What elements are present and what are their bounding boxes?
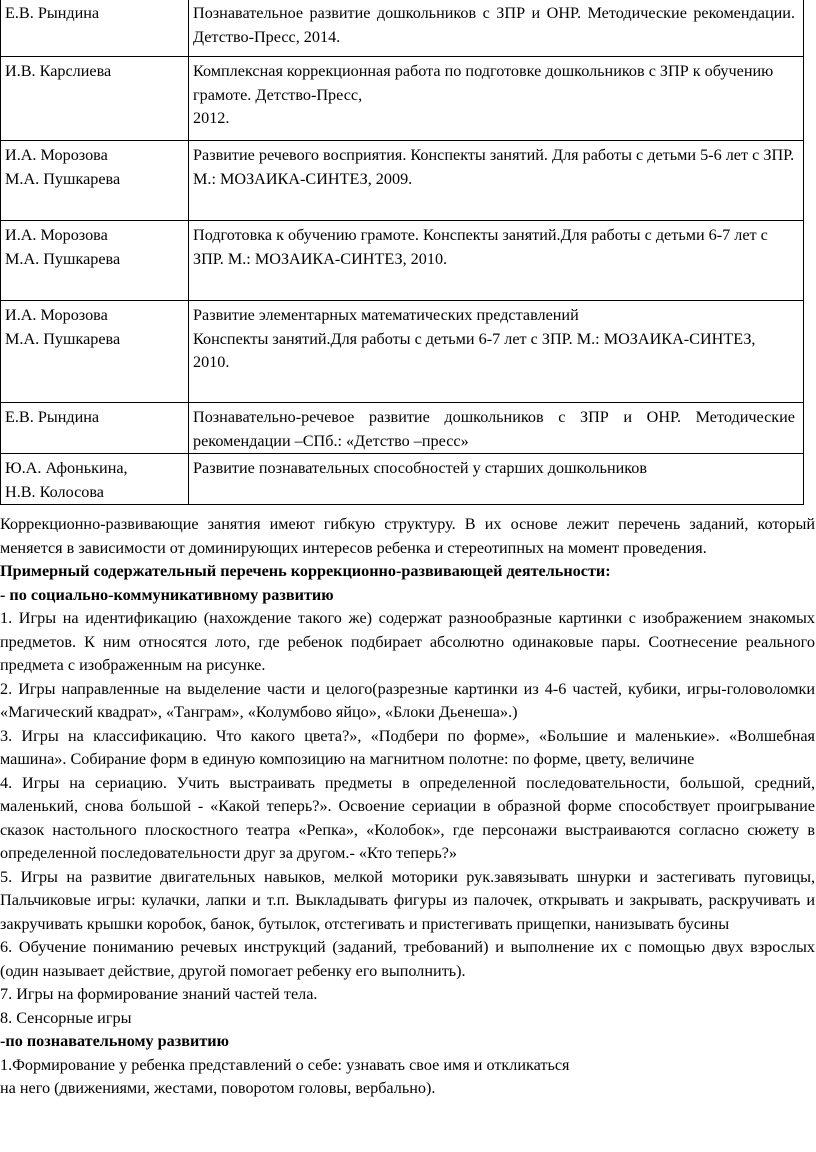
title-cell: Познавательно-речевое развитие дошкольников с ЗПР и ОНР. Методические рекомендации –СПб.: «Детство –пресс» xyxy=(189,403,804,454)
table-row xyxy=(1,221,804,301)
table-row xyxy=(1,454,804,505)
author-cell xyxy=(1,221,189,301)
author-name: Е.В. Рындина xyxy=(5,4,100,22)
author-name: И.А. Морозова xyxy=(5,306,108,324)
author-name: Е.В. Рындина xyxy=(5,408,100,426)
author-cell xyxy=(1,57,189,141)
title-cell xyxy=(189,301,804,403)
author-name: И.А. Морозова xyxy=(5,146,108,164)
author-name: М.А. Пушкарева xyxy=(5,329,121,348)
author-cell xyxy=(1,403,189,454)
author-cell xyxy=(1,301,189,403)
list-item: 7. Игры на формирование знаний частей тела. xyxy=(0,985,318,1003)
list-item: 1. Игры на идентификацию (нахождение такого же) содержат разнообразные картинки с изображением знакомых предметов. К ним относятся лото, где ребенок подбирает абсолютно одинаковые пары. Соотнесение реального предмета с изображенным на рисунке. xyxy=(0,609,815,674)
author-name: И.В. Карслиева xyxy=(5,62,112,80)
author-name: Н.В. Колосова xyxy=(5,482,104,501)
table-row xyxy=(1,301,804,403)
author-name: И.А. Морозова xyxy=(5,226,108,244)
title-cell: Подготовка к обучению грамоте. Конспекты занятий.Для работы с детьми 6-7 лет с ЗПР. М.: МОЗАИКА-СИНТЕЗ, 2010. xyxy=(189,221,804,301)
section-subheading: -по познавательному развитию xyxy=(0,1032,229,1050)
author-cell xyxy=(1,141,189,221)
list-item: 2. Игры направленные на выделение части и целого(разрезные картинки из 4-6 частей, кубики, игры-головоломки «Магический квадрат», «Танграм», «Колумбово яйцо», «Блоки Дьенеша».) xyxy=(0,679,815,721)
author-name: М.А. Пушкарева xyxy=(5,169,121,188)
author-cell xyxy=(1,0,189,57)
list-item: 6. Обучение пониманию речевых инструкций (заданий, требований) и выполнение их с помощью двух взрослых (один называет действие, другой помогает ребенку его выполнить). xyxy=(0,938,815,980)
table-row xyxy=(1,141,804,221)
section-heading: Примерный содержательный перечень коррекционно-развивающей деятельности: xyxy=(0,562,611,580)
table-row xyxy=(1,57,804,141)
title-cell: Развитие речевого восприятия. Конспекты занятий. Для работы с детьми 5-6 лет с ЗПР. М.: МОЗАИКА-СИНТЕЗ, 2009. xyxy=(189,141,804,221)
title-line: Развитие элементарных математических представлений xyxy=(193,306,579,324)
title-line: 2012. xyxy=(193,109,230,127)
list-item: 1.Формирование у ребенка представлений о себе: узнавать свое имя и откликаться xyxy=(0,1055,570,1074)
intro-paragraph: Коррекционно-развивающие занятия имеют гибкую структуру. В их основе лежит перечень заданий, который меняется в зависимости от доминирующих интересов ребенка и стереотипных на момент проведения. xyxy=(0,515,815,557)
list-item: 3. Игры на классификацию. Что какого цвета?», «Подбери по форме», «Большие и маленькие». «Волшебная машина». Собирание форм в единую композицию на магнитном полотне: по форме, цвету, величине xyxy=(0,726,815,768)
title-cell xyxy=(189,57,804,141)
list-item: 8. Сенсорные игры xyxy=(0,1008,132,1027)
section-subheading: - по социально-коммуникативному развитию xyxy=(0,585,334,604)
body-text xyxy=(0,513,815,1101)
table-row xyxy=(1,0,804,57)
list-item-continuation: на него (движениями, жестами, поворотом головы, вербально). xyxy=(0,1079,436,1097)
title-cell: Развитие познавательных способностей у старших дошкольников xyxy=(189,454,804,505)
table-row xyxy=(1,403,804,454)
title-line: Комплексная коррекционная работа по подготовке дошкольников с ЗПР к обучению грамоте. Детство-Пресс, xyxy=(193,62,774,104)
title-line: Конспекты занятий.Для работы с детьми 6-7 лет с ЗПР. М.: МОЗАИКА-СИНТЕЗ, 2010. xyxy=(193,329,756,371)
author-name: Ю.А. Афонькина, xyxy=(5,459,128,477)
references-table xyxy=(0,0,804,505)
author-cell xyxy=(1,454,189,505)
list-item: 5. Игры на развитие двигательных навыков, мелкой моторики рук.завязывать шнурки и застегивать пуговицы, Пальчиковые игры: кулачки, лапки и т.п. Выкладывать фигуры из палочек, открывать и закрывать, раскручивать и закручивать крышки коробок, банок, бутылок, отстегивать и пристегивать прищепки, нанизывать бусины xyxy=(0,867,815,933)
title-cell: Познавательное развитие дошкольников с ЗПР и ОНР. Методические рекомендации. Детство-Пресс, 2014. xyxy=(189,0,804,57)
author-name: М.А. Пушкарева xyxy=(5,249,121,268)
list-item: 4. Игры на сериацию. Учить выстраивать предметы в определенной последовательности, большой, средний, маленький, снова большой - «Какой теперь?». Освоение сериации в образной форме способствует проигрывание сказок настольного плоскостного театра «Репка», «Колобок», где персонажи выстраиваются согласно сюжету в определенной последовательности друг за другом.- «Кто теперь?» xyxy=(0,773,815,862)
